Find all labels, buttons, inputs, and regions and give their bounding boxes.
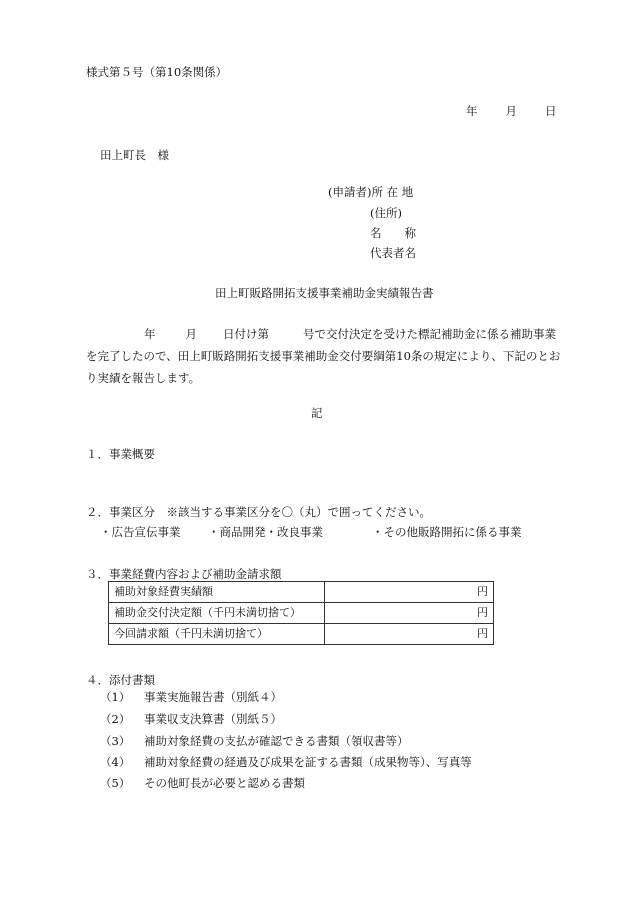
attachment-item	[100, 689, 282, 705]
attachment-num: （1）	[100, 690, 131, 704]
attachment-item	[100, 754, 472, 770]
applicant-representative-label: 代表者名	[370, 246, 416, 260]
amount-cell: 円	[325, 582, 494, 603]
applicant-address-label: (申請者)所 在 地	[328, 185, 414, 199]
body-day-ref: 日付け第	[223, 327, 269, 341]
option-other-sales: ・その他販路開拓に係る事業	[372, 525, 522, 539]
table-row	[109, 624, 494, 645]
section-2-heading: ２．事業区分 ※該当する事業区分を〇（丸）で囲ってください。	[86, 505, 431, 519]
section-3-heading: ３．事業経費内容および補助金請求額	[86, 567, 282, 581]
date-month: 月	[505, 104, 517, 118]
option-product-development: ・商品開発・改良事業	[208, 525, 323, 539]
section-1-heading: １．事業概要	[86, 447, 155, 461]
body-month: 月	[185, 327, 197, 341]
attachment-text: 事業実施報告書（別紙４）	[144, 690, 282, 704]
body-paragraph	[86, 323, 564, 389]
applicant-name-label: 名 称	[370, 226, 416, 240]
date-line	[466, 103, 557, 119]
applicant-residence-label: (住所)	[370, 206, 402, 220]
attachment-item	[100, 711, 282, 727]
table-row	[109, 582, 494, 603]
date-year: 年	[466, 104, 478, 118]
section-4-heading: ４．添付書類	[86, 673, 155, 687]
attachment-num: （5）	[100, 776, 131, 790]
addressee: 田上町長 様	[100, 148, 169, 162]
attachment-text: 補助対象経費の経過及び成果を証する書類（成果物等）、写真等	[144, 755, 472, 769]
row-label: 補助金交付決定額（千円未満切捨て）	[109, 603, 325, 624]
row-label: 今回請求額（千円未満切捨て）	[109, 624, 325, 645]
attachment-text: 事業収支決算書（別紙５）	[144, 712, 282, 726]
amount-cell: 円	[325, 603, 494, 624]
body-year: 年	[144, 327, 156, 341]
expense-table	[108, 581, 494, 645]
form-number: 様式第５号（第10条関係）	[86, 65, 228, 79]
table-row	[109, 603, 494, 624]
amount-cell: 円	[325, 624, 494, 645]
business-category-options	[100, 524, 522, 540]
date-day: 日	[545, 104, 557, 118]
attachment-num: （2）	[100, 712, 131, 726]
attachment-num: （3）	[100, 734, 131, 748]
attachment-item	[100, 775, 305, 791]
attachment-text: 補助対象経費の支払が確認できる書類（領収書等）	[144, 734, 409, 748]
row-label: 補助対象経費実績額	[109, 582, 325, 603]
document-title: 田上町販路開拓支援事業補助金実績報告書	[215, 286, 434, 300]
attachment-num: （4）	[100, 755, 131, 769]
ki-marker: 記	[311, 406, 323, 420]
attachment-item	[100, 733, 409, 749]
body-text-main: 号で交付決定を受けた標記補助金に係る補助事業を完了したので、田上町販路開拓支援事業補助金交付要綱第10条の規定により、下記のとおり実績を報告します。	[86, 327, 561, 385]
attachment-text: その他町長が必要と認める書類	[144, 776, 305, 790]
option-advertising: ・広告宣伝事業	[100, 525, 181, 539]
